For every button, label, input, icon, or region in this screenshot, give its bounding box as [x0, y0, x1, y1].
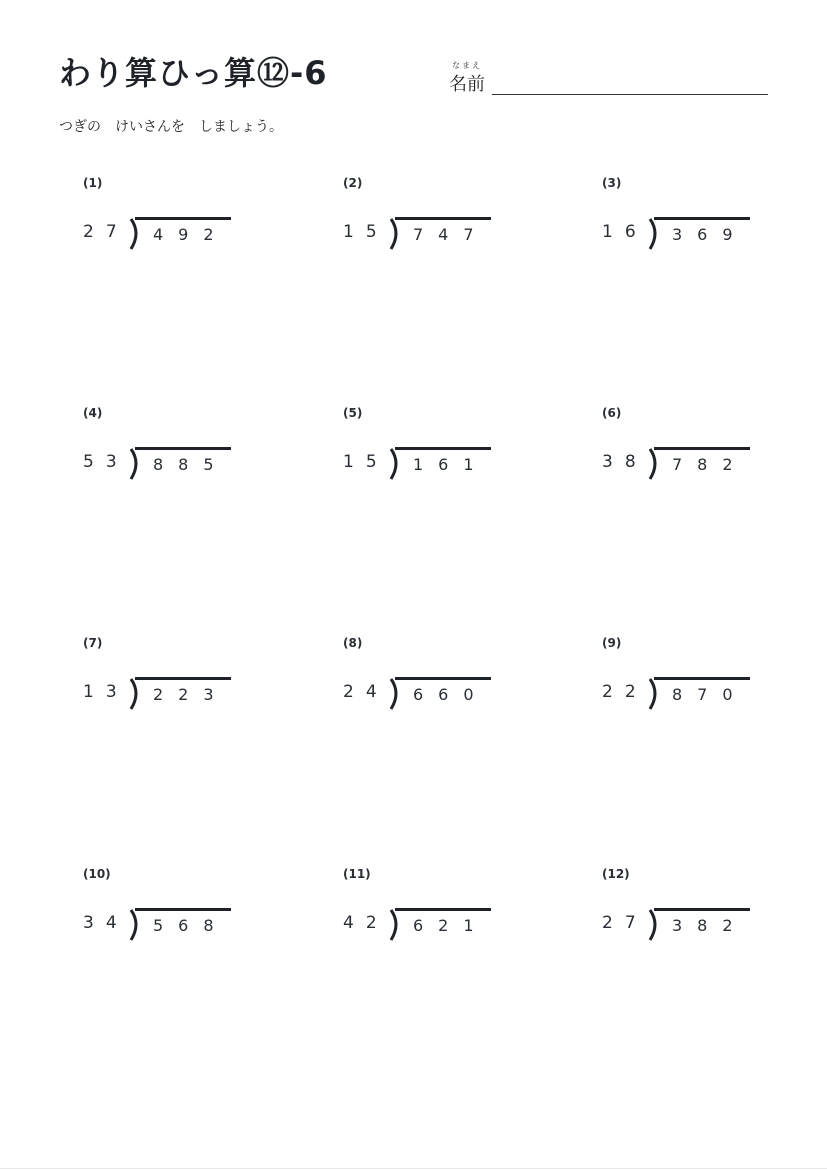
problem-11: [343, 867, 543, 977]
problem-number: (2): [343, 176, 363, 190]
page-bottom-edge: [0, 1168, 827, 1169]
problem-5: [343, 406, 543, 516]
dividend: 223: [153, 685, 229, 704]
problem-number: (3): [602, 176, 622, 190]
division-bracket-icon: [648, 678, 662, 710]
vinculum-line: [654, 447, 750, 450]
instruction-text: つぎの けいさんを しましょう。: [59, 119, 283, 135]
division-bracket-icon: [648, 448, 662, 480]
problem-number: (1): [83, 176, 103, 190]
problem-10: [83, 867, 283, 977]
worksheet-title: わり算ひっ算⑫-6: [59, 54, 328, 92]
dividend: 161: [413, 455, 489, 474]
divisor: 38: [602, 452, 648, 472]
vinculum-line: [395, 447, 491, 450]
problem-3: [602, 176, 802, 286]
problem-number: (12): [602, 867, 630, 881]
vinculum-line: [654, 908, 750, 911]
divisor: 53: [83, 452, 129, 472]
divisor: 15: [343, 222, 389, 242]
division-bracket-icon: [389, 218, 403, 250]
problem-number: (9): [602, 636, 622, 650]
divisor: 27: [83, 222, 129, 242]
division-bracket-icon: [389, 678, 403, 710]
problem-number: (8): [343, 636, 363, 650]
problem-7: [83, 636, 283, 746]
vinculum-line: [135, 447, 231, 450]
dividend: 492: [153, 225, 229, 244]
divisor: 24: [343, 682, 389, 702]
vinculum-line: [395, 908, 491, 911]
divisor: 22: [602, 682, 648, 702]
division-bracket-icon: [389, 448, 403, 480]
name-write-line[interactable]: [492, 94, 768, 95]
vinculum-line: [395, 677, 491, 680]
divisor: 15: [343, 452, 389, 472]
dividend: 885: [153, 455, 229, 474]
name-label: 名前: [449, 74, 485, 95]
division-bracket-icon: [389, 909, 403, 941]
division-bracket-icon: [648, 909, 662, 941]
vinculum-line: [654, 677, 750, 680]
vinculum-line: [654, 217, 750, 220]
divisor: 34: [83, 913, 129, 933]
problem-8: [343, 636, 543, 746]
divisor: 13: [83, 682, 129, 702]
dividend: 782: [672, 455, 748, 474]
vinculum-line: [135, 908, 231, 911]
name-field: [449, 60, 769, 96]
division-bracket-icon: [648, 218, 662, 250]
problem-number: (6): [602, 406, 622, 420]
division-bracket-icon: [129, 909, 143, 941]
vinculum-line: [135, 217, 231, 220]
dividend: 660: [413, 685, 489, 704]
problem-9: [602, 636, 802, 746]
division-bracket-icon: [129, 448, 143, 480]
problem-number: (11): [343, 867, 371, 881]
problem-number: (5): [343, 406, 363, 420]
problem-number: (7): [83, 636, 103, 650]
problem-number: (10): [83, 867, 111, 881]
dividend: 382: [672, 916, 748, 935]
vinculum-line: [395, 217, 491, 220]
division-bracket-icon: [129, 218, 143, 250]
dividend: 621: [413, 916, 489, 935]
problem-1: [83, 176, 283, 286]
problem-number: (4): [83, 406, 103, 420]
problem-2: [343, 176, 543, 286]
problem-4: [83, 406, 283, 516]
division-bracket-icon: [129, 678, 143, 710]
divisor: 16: [602, 222, 648, 242]
problem-12: [602, 867, 802, 977]
problem-6: [602, 406, 802, 516]
dividend: 870: [672, 685, 748, 704]
dividend: 369: [672, 225, 748, 244]
dividend: 747: [413, 225, 489, 244]
divisor: 42: [343, 913, 389, 933]
vinculum-line: [135, 677, 231, 680]
divisor: 27: [602, 913, 648, 933]
name-ruby: なまえ: [452, 61, 482, 70]
dividend: 568: [153, 916, 229, 935]
